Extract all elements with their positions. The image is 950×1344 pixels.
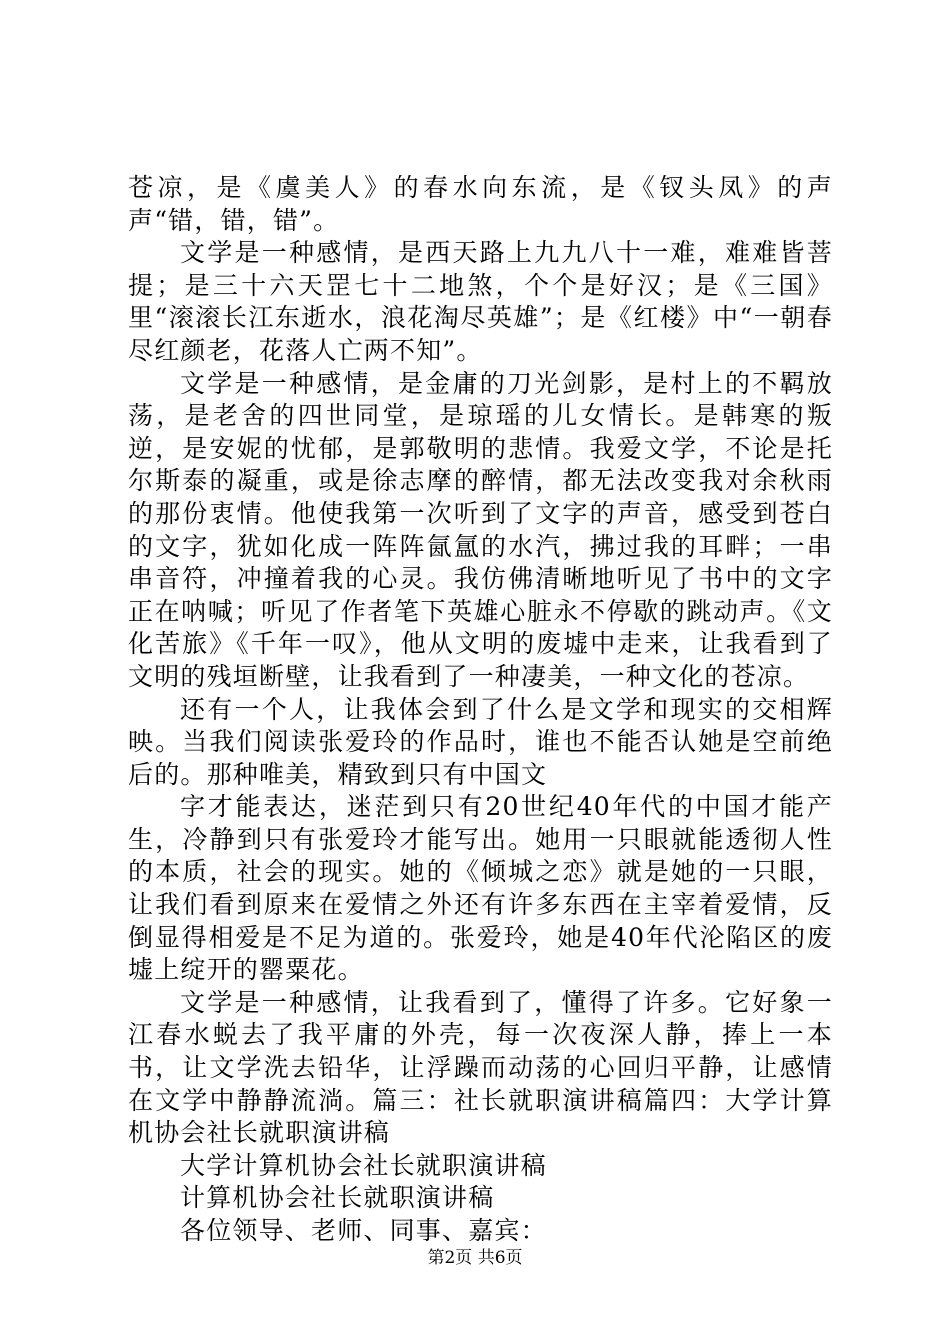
speech-title-2: 计算机协会社长就职演讲稿 (180, 1183, 495, 1213)
salutation: 各位领导、老师、同事、嘉宾： (180, 1216, 547, 1245)
paragraph-4: 还有一个人，让我体会到了什么是文学和现实的交相辉映。当我们阅读张爱玲的作品时，谁也不能否认她是空前绝后的。那种唯美，精致到只有中国文 (128, 694, 833, 789)
document-body (128, 172, 833, 1248)
page-number: 第2页 共6页 (427, 1248, 523, 1268)
paragraph-6: 文学是一种感情，让我看到了，懂得了许多。它好象一江春水蜕去了我平庸的外壳，每一次夜深人静，捧上一本书，让文学洗去铅华，让浮躁而动荡的心回归平静，让感情在文学中静静流淌。篇三：社长就职演讲稿篇四：大学计算机协会社长就职演讲稿 (128, 987, 833, 1148)
paragraph-1: 苍凉，是《虞美人》的春水向东流，是《钗头凤》的声声“错，错，错”。 (128, 173, 833, 235)
speech-title-1: 大学计算机协会社长就职演讲稿 (180, 1150, 547, 1180)
paragraph-2: 文学是一种感情，是西天路上九九八十一难，难难皆菩提；是三十六天罡七十二地煞，个个是好汉；是《三国》里“滚滚长江东逝水，浪花淘尽英雄”；是《红楼》中“一朝春尽红颜老，花落人亡两不知”。 (128, 238, 833, 365)
paragraph-3: 文学是一种感情，是金庸的刀光剑影，是村上的不羁放荡，是老舍的四世同堂，是琼瑶的儿女情长。是韩寒的叛逆，是安妮的忧郁，是郭敬明的悲情。我爱文学，不论是托尔斯泰的凝重，或是徐志摩的醉情，都无法改变我对余秋雨的那份衷情。他使我第一次听到了文字的声音，感受到苍白的文字，犹如化成一阵阵氤氲的水汽，拂过我的耳畔；一串串音符，冲撞着我的心灵。我仿佛清晰地听见了书中的文字正在呐喊；听见了作者笔下英雄心脏永不停歇的跳动声。《文化苦旅》《千年一叹》，他从文明的废墟中走来，让我看到了文明的残垣断壁，让我看到了一种凄美，一种文化的苍凉。 (128, 368, 833, 691)
paragraph-5: 字才能表达，迷茫到只有20世纪40年代的中国才能产生，冷静到只有张爱玲才能写出。她用一只眼就能透彻人性的本质，社会的现实。她的《倾城之恋》就是她的一只眼，让我们看到原来在爱情之外还有许多东西在主宰着爱情，反倒显得相爱是不足为道的。张爱玲，她是40年代沦陷区的废墟上绽开的罂粟花。 (128, 792, 833, 985)
